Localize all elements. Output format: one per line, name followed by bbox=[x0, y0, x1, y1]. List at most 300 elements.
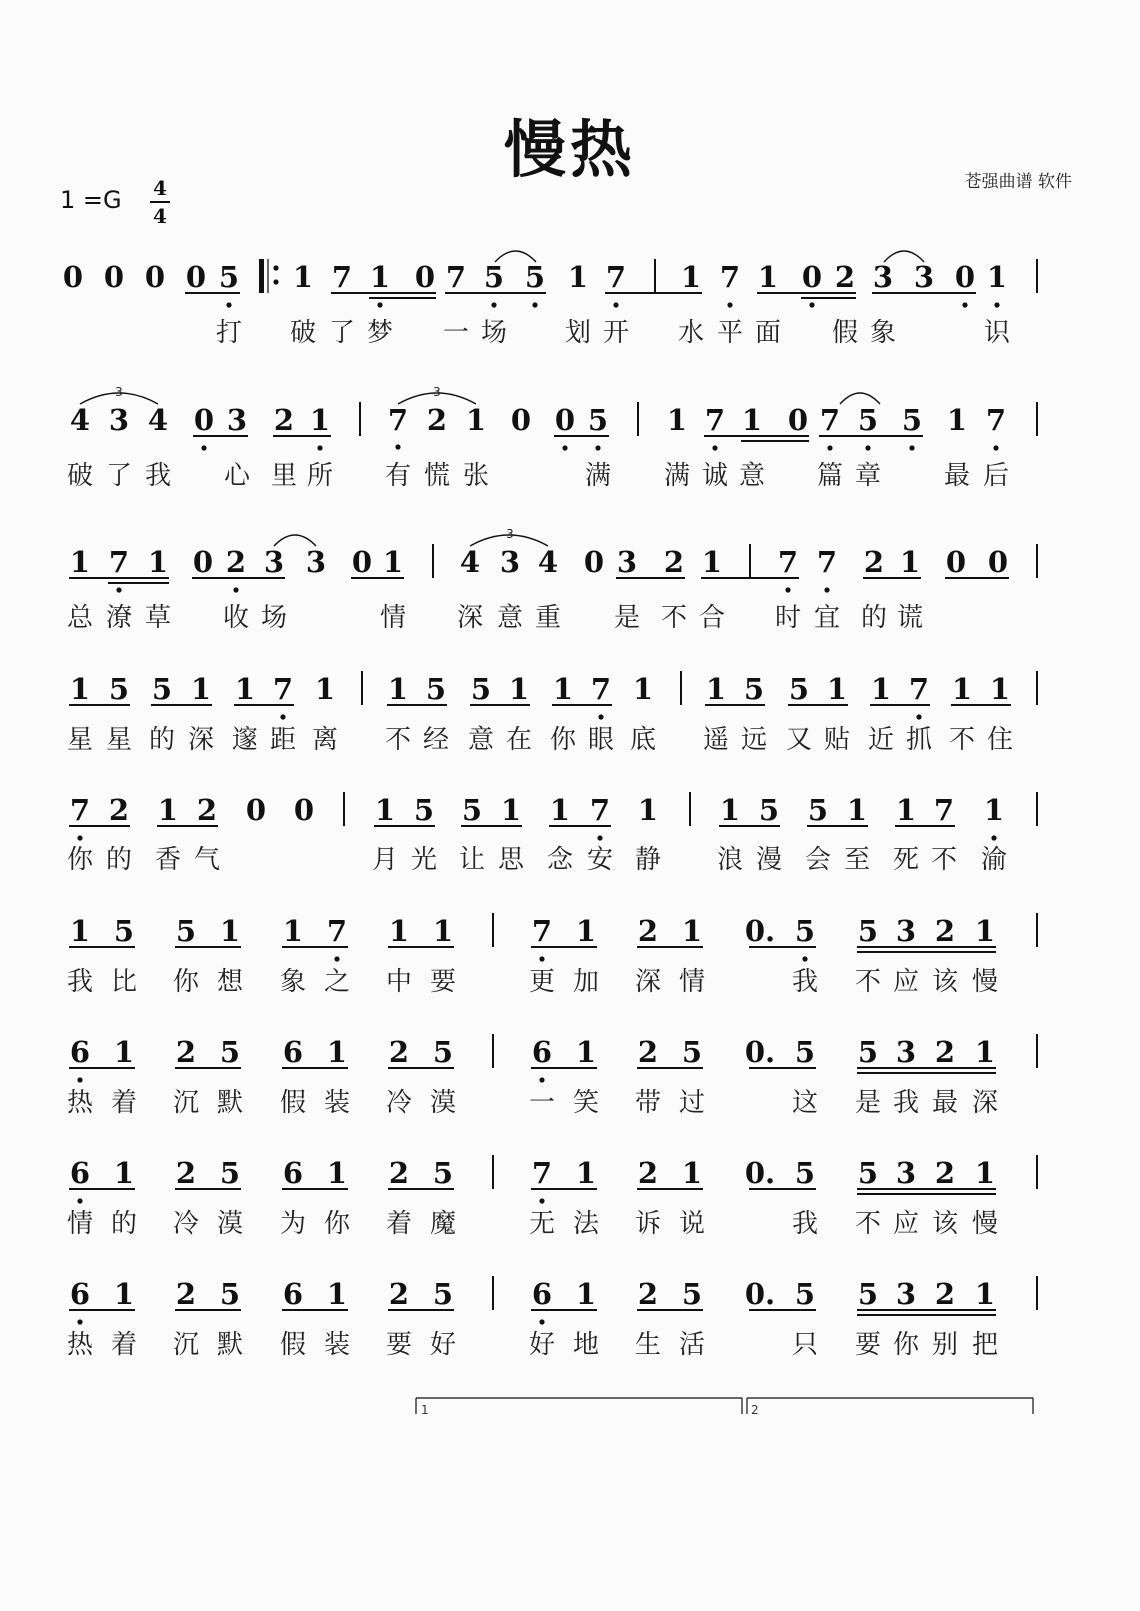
note: 1 bbox=[326, 1156, 348, 1190]
lyric-char: 象 bbox=[869, 318, 897, 348]
lyric-char: 你 bbox=[323, 1209, 351, 1239]
note: 3 bbox=[895, 1035, 917, 1069]
note: 1 bbox=[190, 672, 212, 706]
lyric-char: 不 bbox=[930, 845, 958, 875]
lyric-char: 不 bbox=[854, 1209, 882, 1239]
note: 6 bbox=[531, 1277, 553, 1311]
note: 6 bbox=[69, 1277, 91, 1311]
lyric-char: 场 bbox=[480, 318, 508, 348]
note: 1 bbox=[508, 672, 530, 706]
note: 1 bbox=[374, 793, 396, 827]
note: 5 bbox=[113, 914, 135, 948]
lyric-char: 活 bbox=[678, 1330, 706, 1360]
note: 1 bbox=[974, 1277, 996, 1311]
note: 2 bbox=[175, 1277, 197, 1311]
note: 5 bbox=[794, 1035, 816, 1069]
lower-octave-dot bbox=[280, 714, 285, 719]
software-credit: 苍强曲谱 软件 bbox=[964, 172, 1072, 192]
song-title: 慢热 bbox=[503, 113, 636, 186]
lyric-char: 香 bbox=[154, 845, 182, 875]
lyric-char: 说 bbox=[678, 1209, 706, 1239]
lyric-char: 划 bbox=[564, 318, 592, 348]
lyric-char: 后 bbox=[982, 461, 1010, 491]
note: 5 bbox=[218, 260, 240, 294]
lyric-char: 带 bbox=[634, 1088, 662, 1118]
lyric-char: 慌 bbox=[423, 461, 451, 491]
note: 3 bbox=[895, 1156, 917, 1190]
lower-octave-dot bbox=[802, 956, 807, 961]
lyric-char: 意 bbox=[467, 725, 495, 755]
note: 7 bbox=[777, 545, 799, 579]
note: 2 bbox=[108, 793, 130, 827]
lower-octave-dot bbox=[993, 445, 998, 450]
note: 0 bbox=[510, 403, 532, 437]
note: 5 bbox=[461, 793, 483, 827]
note: 4 bbox=[459, 545, 481, 579]
lyric-char: 热 bbox=[66, 1088, 94, 1118]
lyric-char: 月 bbox=[371, 845, 399, 875]
lower-octave-dot bbox=[539, 1077, 544, 1082]
note: 2 bbox=[934, 1035, 956, 1069]
lyric-char: 谎 bbox=[896, 603, 924, 633]
note: 2 bbox=[637, 1035, 659, 1069]
lyric-char: 魔 bbox=[429, 1209, 457, 1239]
note: 1 bbox=[680, 260, 702, 294]
lyric-char: 情 bbox=[379, 603, 407, 633]
lower-octave-dot bbox=[727, 302, 732, 307]
note: 1 bbox=[846, 793, 868, 827]
note: 0 bbox=[351, 545, 373, 579]
note: 0. bbox=[744, 1156, 776, 1190]
lower-octave-dot bbox=[377, 302, 382, 307]
note: 5 bbox=[432, 1156, 454, 1190]
lyric-char: 着 bbox=[385, 1209, 413, 1239]
lyric-char: 遥 bbox=[702, 725, 730, 755]
lower-octave-dot bbox=[491, 302, 496, 307]
lyric-char: 法 bbox=[572, 1209, 600, 1239]
lyric-char: 星 bbox=[66, 725, 94, 755]
note: 1 bbox=[432, 914, 454, 948]
lyric-char: 沉 bbox=[172, 1330, 200, 1360]
note: 7 bbox=[69, 793, 91, 827]
note: 0 bbox=[185, 260, 207, 294]
note: 6 bbox=[282, 1277, 304, 1311]
note: 0 bbox=[192, 545, 214, 579]
lyric-char: 的 bbox=[110, 1209, 138, 1239]
note: 1 bbox=[369, 260, 391, 294]
note: 1 bbox=[465, 403, 487, 437]
lyric-char: 邃 bbox=[231, 725, 259, 755]
lyric-char: 默 bbox=[216, 1330, 244, 1360]
note: 7 bbox=[908, 672, 930, 706]
note: 2 bbox=[388, 1156, 410, 1190]
key-signature: 1 =G bbox=[60, 186, 122, 214]
lyric-char: 深 bbox=[456, 603, 484, 633]
note: 0 bbox=[554, 403, 576, 437]
lower-octave-dot bbox=[539, 1198, 544, 1203]
lyric-char: 星 bbox=[105, 725, 133, 755]
lyric-char: 抓 bbox=[905, 725, 933, 755]
lower-octave-dot bbox=[595, 445, 600, 450]
note: 1 bbox=[974, 1035, 996, 1069]
note: 6 bbox=[282, 1156, 304, 1190]
note: 2 bbox=[637, 914, 659, 948]
note: 6 bbox=[531, 1035, 553, 1069]
lyric-char: 张 bbox=[462, 461, 490, 491]
note: 0. bbox=[744, 1277, 776, 1311]
note: 5 bbox=[425, 672, 447, 706]
lyric-char: 所 bbox=[306, 461, 334, 491]
lyric-char: 平 bbox=[716, 318, 744, 348]
lower-octave-dot bbox=[77, 1319, 82, 1324]
lower-octave-dot bbox=[539, 1319, 544, 1324]
lower-octave-dot bbox=[827, 445, 832, 450]
note: 1 bbox=[282, 914, 304, 948]
lyric-char: 死 bbox=[892, 845, 920, 875]
note: 2 bbox=[426, 403, 448, 437]
lyric-char: 不 bbox=[660, 603, 688, 633]
note: 2 bbox=[175, 1035, 197, 1069]
note: 7 bbox=[108, 545, 130, 579]
triplet-mark: 3 bbox=[115, 385, 123, 399]
lyric-char: 冷 bbox=[385, 1088, 413, 1118]
lower-octave-dot bbox=[909, 445, 914, 450]
lyric-char: 深 bbox=[187, 725, 215, 755]
note: 5 bbox=[681, 1035, 703, 1069]
lyric-char: 情 bbox=[66, 1209, 94, 1239]
lyric-char: 的 bbox=[105, 845, 133, 875]
lyric-char: 满 bbox=[663, 461, 691, 491]
note: 0 bbox=[293, 793, 315, 827]
note: 7 bbox=[272, 672, 294, 706]
note: 0 bbox=[144, 260, 166, 294]
note: 3 bbox=[226, 403, 248, 437]
note: 0. bbox=[744, 1035, 776, 1069]
lyric-char: 梦 bbox=[366, 318, 394, 348]
note: 2 bbox=[934, 914, 956, 948]
lyric-char: 诉 bbox=[634, 1209, 662, 1239]
lyric-char: 距 bbox=[269, 725, 297, 755]
lyric-char: 冷 bbox=[172, 1209, 200, 1239]
lyric-char: 开 bbox=[602, 318, 630, 348]
note: 5 bbox=[219, 1277, 241, 1311]
note: 1 bbox=[234, 672, 256, 706]
lyric-char: 要 bbox=[429, 967, 457, 997]
lyric-char: 我 bbox=[144, 461, 172, 491]
lyric-char: 比 bbox=[110, 967, 138, 997]
lyric-char: 一 bbox=[528, 1088, 556, 1118]
note: 0 bbox=[414, 260, 436, 294]
lyric-char: 念 bbox=[546, 845, 574, 875]
note: 1 bbox=[382, 545, 404, 579]
repeat-dot bbox=[273, 279, 278, 284]
note: 1 bbox=[549, 793, 571, 827]
lyric-char: 情 bbox=[678, 967, 706, 997]
time-signature-bottom: 4 bbox=[153, 204, 167, 228]
note: 1 bbox=[326, 1277, 348, 1311]
lower-octave-dot bbox=[395, 444, 400, 449]
lyric-char: 了 bbox=[328, 318, 356, 348]
note: 1 bbox=[826, 672, 848, 706]
lyric-char: 为 bbox=[279, 1209, 307, 1239]
lyric-char: 渝 bbox=[980, 845, 1008, 875]
lyric-char: 破 bbox=[66, 461, 94, 491]
note: 3 bbox=[305, 545, 327, 579]
triplet-mark: 3 bbox=[506, 527, 514, 541]
lyric-char: 破 bbox=[289, 318, 317, 348]
lyric-char: 心 bbox=[223, 461, 251, 491]
note: 5 bbox=[857, 914, 879, 948]
lyric-char: 深 bbox=[634, 967, 662, 997]
note: 1 bbox=[309, 403, 331, 437]
lyric-char: 要 bbox=[385, 1330, 413, 1360]
note: 5 bbox=[681, 1277, 703, 1311]
note: 7 bbox=[590, 672, 612, 706]
lyric-char: 过 bbox=[678, 1088, 706, 1118]
note: 2 bbox=[388, 1035, 410, 1069]
lower-octave-dot bbox=[962, 302, 967, 307]
note: 2 bbox=[273, 403, 295, 437]
lyric-char: 诚 bbox=[701, 461, 729, 491]
lyric-char: 着 bbox=[110, 1330, 138, 1360]
lower-octave-dot bbox=[991, 835, 996, 840]
note: 1 bbox=[326, 1035, 348, 1069]
lyric-char: 安 bbox=[586, 845, 614, 875]
lyric-char: 满 bbox=[584, 461, 612, 491]
note: 2 bbox=[175, 1156, 197, 1190]
lyric-char: 深 bbox=[971, 1088, 999, 1118]
lyric-char: 这 bbox=[791, 1088, 819, 1118]
note: 1 bbox=[974, 914, 996, 948]
lyric-char: 笑 bbox=[572, 1088, 600, 1118]
note: 0 bbox=[193, 403, 215, 437]
lyric-char: 漠 bbox=[429, 1088, 457, 1118]
lyric-char: 是 bbox=[613, 603, 641, 633]
note: 1 bbox=[388, 914, 410, 948]
lyric-char: 生 bbox=[634, 1330, 662, 1360]
note: 1 bbox=[567, 260, 589, 294]
lyric-char: 默 bbox=[216, 1088, 244, 1118]
lyric-char: 想 bbox=[216, 967, 244, 997]
note: 1 bbox=[989, 672, 1011, 706]
note: 1 bbox=[552, 672, 574, 706]
lyric-char: 一 bbox=[442, 318, 470, 348]
lyric-char: 假 bbox=[279, 1330, 307, 1360]
lyric-char: 了 bbox=[105, 461, 133, 491]
note: 1 bbox=[757, 260, 779, 294]
lyric-char: 不 bbox=[854, 967, 882, 997]
note: 7 bbox=[816, 545, 838, 579]
lyric-char: 要 bbox=[854, 1330, 882, 1360]
note: 5 bbox=[470, 672, 492, 706]
lower-octave-dot bbox=[824, 587, 829, 592]
lyric-char: 意 bbox=[738, 461, 766, 491]
lyric-char: 有 bbox=[384, 461, 412, 491]
note: 5 bbox=[219, 1156, 241, 1190]
lyric-char: 眼 bbox=[587, 725, 615, 755]
lyric-char: 别 bbox=[931, 1330, 959, 1360]
lyric-char: 打 bbox=[215, 318, 243, 348]
note: 5 bbox=[857, 1035, 879, 1069]
note: 2 bbox=[834, 260, 856, 294]
note: 5 bbox=[432, 1277, 454, 1311]
lyric-char: 漫 bbox=[755, 845, 783, 875]
note: 1 bbox=[870, 672, 892, 706]
lyric-char: 收 bbox=[222, 603, 250, 633]
lyric-char: 该 bbox=[931, 1209, 959, 1239]
note: 1 bbox=[575, 1156, 597, 1190]
note: 5 bbox=[794, 914, 816, 948]
note: 0 bbox=[245, 793, 267, 827]
lyric-char: 时 bbox=[774, 603, 802, 633]
lyric-char: 底 bbox=[629, 725, 657, 755]
lyric-char: 的 bbox=[148, 725, 176, 755]
lower-octave-dot bbox=[334, 956, 339, 961]
lyric-char: 静 bbox=[634, 845, 662, 875]
lower-octave-dot bbox=[994, 302, 999, 307]
lyric-char: 更 bbox=[528, 967, 556, 997]
lower-octave-dot bbox=[226, 302, 231, 307]
lyric-char: 近 bbox=[867, 725, 895, 755]
note: 0 bbox=[987, 545, 1009, 579]
lyric-char: 该 bbox=[931, 967, 959, 997]
note: 0 bbox=[954, 260, 976, 294]
lyric-char: 象 bbox=[279, 967, 307, 997]
note: 1 bbox=[681, 1156, 703, 1190]
lyric-char: 漠 bbox=[216, 1209, 244, 1239]
note: 0 bbox=[787, 403, 809, 437]
note: 1 bbox=[219, 914, 241, 948]
note: 1 bbox=[500, 793, 522, 827]
lyric-char: 草 bbox=[144, 603, 172, 633]
note: 2 bbox=[637, 1277, 659, 1311]
lyric-char: 思 bbox=[497, 845, 525, 875]
lyric-char: 假 bbox=[279, 1088, 307, 1118]
lyric-char: 假 bbox=[831, 318, 859, 348]
note: 7 bbox=[933, 793, 955, 827]
lyric-char: 浪 bbox=[716, 845, 744, 875]
note: 7 bbox=[704, 403, 726, 437]
note: 0. bbox=[744, 914, 776, 948]
note: 5 bbox=[587, 403, 609, 437]
lyric-char: 我 bbox=[791, 1209, 819, 1239]
note: 4 bbox=[69, 403, 91, 437]
volta-label: 2 bbox=[751, 1403, 759, 1417]
lyric-char: 我 bbox=[66, 967, 94, 997]
lyric-char: 沉 bbox=[172, 1088, 200, 1118]
lyric-char: 会 bbox=[804, 845, 832, 875]
lower-octave-dot bbox=[613, 302, 618, 307]
note: 5 bbox=[175, 914, 197, 948]
note: 7 bbox=[985, 403, 1007, 437]
note: 7 bbox=[589, 793, 611, 827]
note: 5 bbox=[788, 672, 810, 706]
lyric-char: 住 bbox=[986, 725, 1014, 755]
note: 1 bbox=[69, 672, 91, 706]
note: 2 bbox=[637, 1156, 659, 1190]
note: 5 bbox=[758, 793, 780, 827]
note: 5 bbox=[857, 403, 879, 437]
lyric-char: 装 bbox=[323, 1330, 351, 1360]
note: 2 bbox=[934, 1277, 956, 1311]
note: 2 bbox=[225, 545, 247, 579]
lyric-char: 识 bbox=[983, 318, 1011, 348]
note: 3 bbox=[913, 260, 935, 294]
note: 1 bbox=[147, 545, 169, 579]
lyric-char: 地 bbox=[572, 1330, 600, 1360]
note: 7 bbox=[331, 260, 353, 294]
note: 7 bbox=[819, 403, 841, 437]
lower-octave-dot bbox=[317, 445, 322, 450]
note: 7 bbox=[387, 403, 409, 437]
lyric-char: 着 bbox=[110, 1088, 138, 1118]
note: 7 bbox=[445, 260, 467, 294]
note: 1 bbox=[974, 1156, 996, 1190]
note: 5 bbox=[432, 1035, 454, 1069]
note: 5 bbox=[857, 1156, 879, 1190]
note: 0 bbox=[583, 545, 605, 579]
note: 1 bbox=[705, 672, 727, 706]
note: 1 bbox=[113, 1277, 135, 1311]
note: 7 bbox=[531, 1156, 553, 1190]
note: 1 bbox=[681, 914, 703, 948]
note: 2 bbox=[934, 1156, 956, 1190]
lyric-char: 贴 bbox=[823, 725, 851, 755]
note: 5 bbox=[524, 260, 546, 294]
lower-octave-dot bbox=[809, 302, 814, 307]
lower-octave-dot bbox=[77, 1198, 82, 1203]
note: 1 bbox=[895, 793, 917, 827]
lower-octave-dot bbox=[785, 587, 790, 592]
note: 0 bbox=[801, 260, 823, 294]
note: 7 bbox=[719, 260, 741, 294]
note: 5 bbox=[151, 672, 173, 706]
lyric-char: 经 bbox=[422, 725, 450, 755]
lyric-char: 潦 bbox=[105, 603, 133, 633]
note: 5 bbox=[108, 672, 130, 706]
note: 1 bbox=[899, 545, 921, 579]
lyric-char: 你 bbox=[66, 845, 94, 875]
note: 7 bbox=[605, 260, 627, 294]
note: 1 bbox=[632, 672, 654, 706]
note: 5 bbox=[743, 672, 765, 706]
lower-octave-dot bbox=[201, 445, 206, 450]
lower-octave-dot bbox=[116, 587, 121, 592]
lyric-char: 的 bbox=[860, 603, 888, 633]
note: 1 bbox=[69, 545, 91, 579]
note: 1 bbox=[946, 403, 968, 437]
note: 0 bbox=[103, 260, 125, 294]
volta-label: 1 bbox=[421, 1403, 429, 1417]
note: 1 bbox=[701, 545, 723, 579]
lyric-char: 我 bbox=[791, 967, 819, 997]
lyric-char: 重 bbox=[534, 603, 562, 633]
note: 1 bbox=[575, 1035, 597, 1069]
note: 3 bbox=[499, 545, 521, 579]
lyric-char: 慢 bbox=[971, 967, 999, 997]
note: 1 bbox=[983, 793, 1005, 827]
lyric-char: 装 bbox=[323, 1088, 351, 1118]
lyric-char: 之 bbox=[323, 967, 351, 997]
note: 3 bbox=[263, 545, 285, 579]
note: 4 bbox=[537, 545, 559, 579]
lyric-char: 无 bbox=[528, 1209, 556, 1239]
note: 1 bbox=[292, 260, 314, 294]
lyric-char: 是 bbox=[854, 1088, 882, 1118]
time-signature-top: 4 bbox=[153, 176, 167, 200]
lyric-char: 我 bbox=[892, 1088, 920, 1118]
note: 6 bbox=[69, 1156, 91, 1190]
